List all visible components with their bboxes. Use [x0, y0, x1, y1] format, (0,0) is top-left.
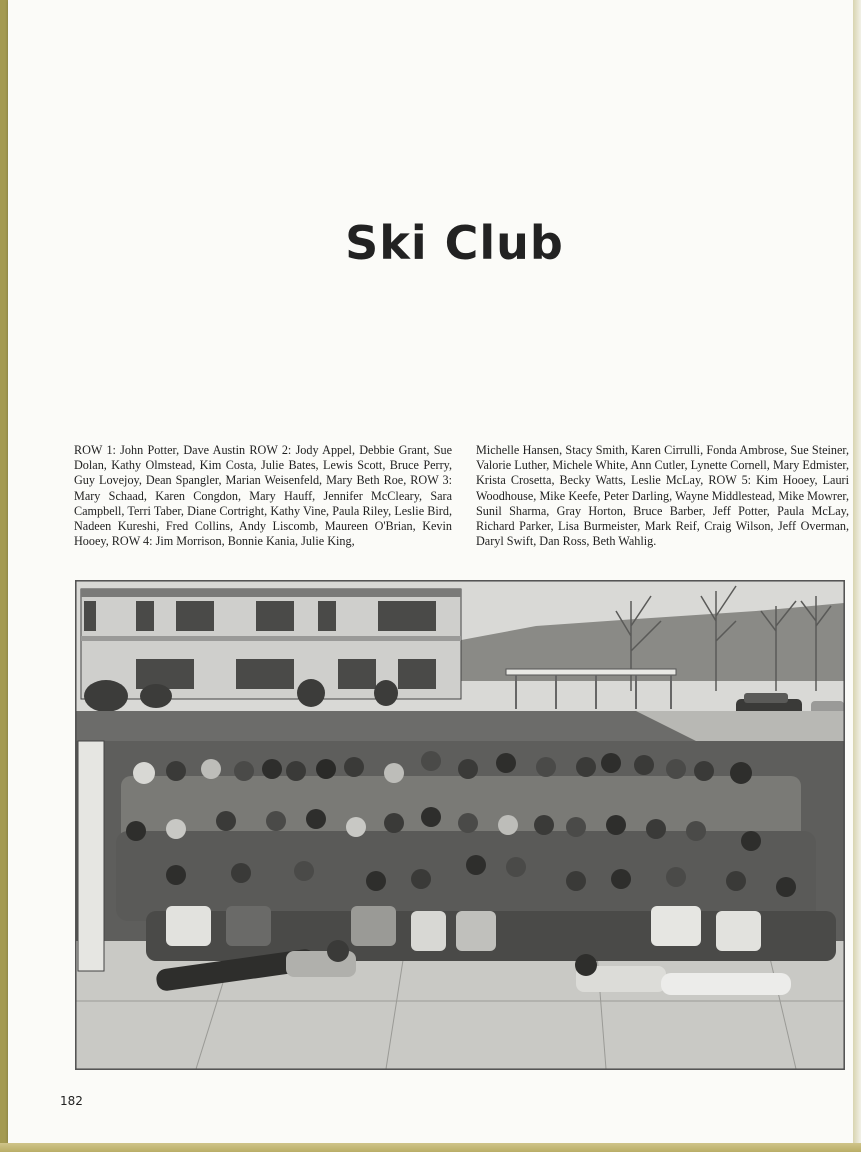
page-right-edge: [853, 0, 861, 1152]
yearbook-page: [8, 0, 853, 1143]
page-bottom-edge: [0, 1143, 861, 1152]
page-number: 182: [60, 1094, 83, 1108]
photo-walkway-canopy: [506, 669, 676, 675]
group-photo-illustration: [76, 581, 844, 1069]
caption-right-column: Michelle Hansen, Stacy Smith, Karen Cirrulli, Fonda Ambrose, Sue Steiner, Valorie Luther, Michele White, Ann Cutler, Lynette Cornell, Mary Edmister, Krista Crosetta, Becky Watts, Leslie McLay, ROW 5: Kim Hooey, Lauri Woodhouse, Mike Keefe, Peter Darling, Wayne Middlestead, Mike Mowrer, Sunil Sharma, Gray Horton, Bruce Barber, Jeff Potter, Paula McLay, Richard Parker, Lisa Burmeister, Mark Reif, Craig Wilson, Jeff Overman, Daryl Swift, Dan Ross, Beth Wahlig.: [476, 443, 849, 549]
caption-left-column: ROW 1: John Potter, Dave Austin ROW 2: Jody Appel, Debbie Grant, Sue Dolan, Kathy Olmstead, Kim Costa, Julie Bates, Lewis Scott, Bruce Perry, Guy Lovejoy, Dean Spangler, Marian Weisenfeld, Mary Beth Roe, ROW 3: Mary Schaad, Karen Congdon, Mary Hauff, Jennifer McCleary, Sara Campbell, Terri Taber, Diane Cortright, Kathy Vine, Paula Riley, Leslie Bird, Nadeen Kureshi, Fred Collins, Andy Liscomb, Maureen O'Brian, Kevin Hooey, ROW 4: Jim Morrison, Bonnie Kania, Julie King,: [74, 443, 452, 549]
group-photo: [75, 580, 845, 1070]
photo-sign-post: [78, 741, 104, 971]
photo-student-group: [116, 751, 836, 995]
page-title: Ski Club: [345, 216, 564, 270]
